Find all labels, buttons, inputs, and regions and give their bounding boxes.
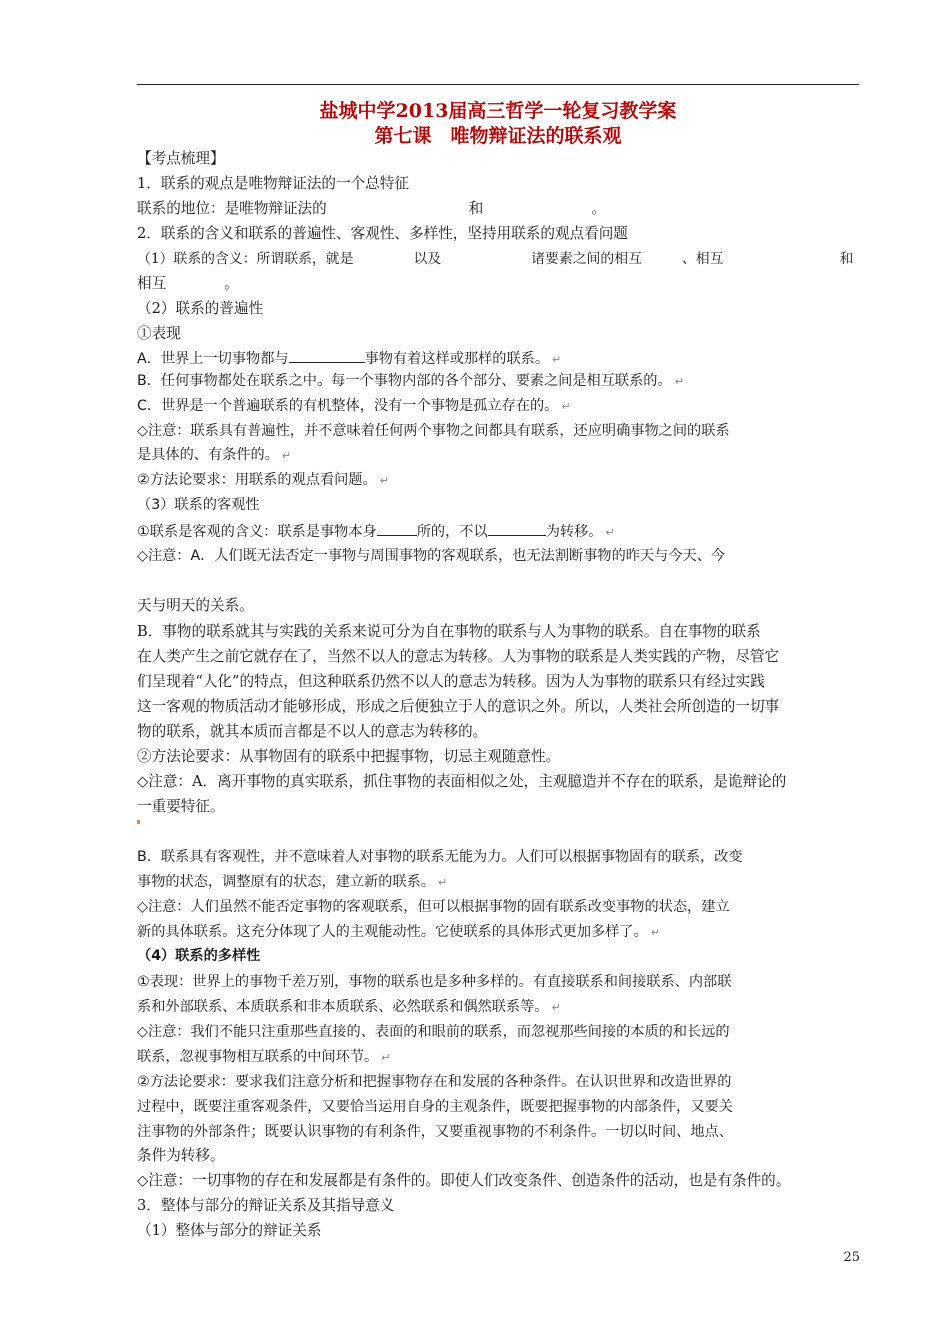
page-number: 25 <box>843 1250 860 1265</box>
text-run: 诸要素之间的相互 <box>531 251 642 267</box>
paragraph-mark-icon: ↵ <box>552 353 562 366</box>
text-run: ◇注意：联系具有普遍性，并不意味着任何两个事物之间都具有联系，还应明确事物之间的联系 <box>137 423 730 439</box>
text-run: 以及 <box>413 251 442 267</box>
paragraph: ②方法论要求：从事物固有的联系中把握事物，切忌主观随意性。 <box>137 748 561 765</box>
paragraph: B．事物的联系就其与实践的关系来说可分为自在事物的联系与人为事物的联系。自在事物的联系 <box>137 623 761 640</box>
paragraph: 过程中，既要注重客观条件，又要恰当运用自身的主观条件，既要把握事物的内部条件，又要关 <box>137 1099 733 1115</box>
text-run: 。 <box>591 200 606 217</box>
paragraph: 天与明天的关系。 <box>137 597 254 614</box>
paragraph <box>137 371 859 392</box>
stray-mark <box>137 820 140 824</box>
page-title: 盐城中学2013届高三哲学一轮复习教学案 <box>319 100 677 122</box>
text-run: 事物有着这样或那样的联系。 <box>364 351 550 367</box>
paragraph-mark-icon: ↵ <box>561 400 571 413</box>
paragraph <box>137 396 859 417</box>
text-run: 所的，不以 <box>416 524 488 540</box>
text-run: 系和外部联系、本质联系和非本质联系、必然联系和偶然联系等。 <box>137 999 549 1015</box>
paragraph: 注事物的外部条件；既要认识事物的有利条件，又要重视事物的不利条件。一切以时间、地点、 <box>137 1124 733 1140</box>
paragraph: ◇注意：人们虽然不能否定事物的客观联系，但可以根据事物的固有联系改变事物的状态，建立 <box>137 899 730 915</box>
paragraph: B．联系具有客观性，并不意味着人对事物的联系无能为力。人们可以根据事物固有的联系，改变 <box>137 849 743 865</box>
text-run: ①联系是客观的含义：联系是事物本身 <box>137 524 377 540</box>
paragraph: 们呈现着“人化”的特点，但这种联系仍然不以人的意志为转移。因为人为事物的联系只有经过实践 <box>137 673 765 690</box>
paragraph: （3）联系的客观性 <box>137 497 260 513</box>
paragraph: ◇注意：我们不能只注重那些直接的、表面的和眼前的联系，而忽视那些间接的本质的和长远的 <box>137 1024 730 1040</box>
text-run: B．任何事物都处在联系之中。每一个事物内部的各个部分、要素之间是相互联系的。 <box>137 373 672 389</box>
paragraph: ①表现：世界上的事物千差万别，事物的联系也是多种多样的。有直接联系和间接联系、内部联 <box>137 974 732 990</box>
paragraph-mark-icon: ↵ <box>650 926 660 939</box>
text-run: 。 <box>224 275 239 292</box>
text-run: 相互 <box>137 275 167 292</box>
paragraph-mark-icon: ↵ <box>437 876 448 889</box>
fill-blank <box>377 520 417 536</box>
paragraph <box>137 922 859 943</box>
text-run: 联系，忽视事物相互联系的中间环节。 <box>137 1049 379 1065</box>
paragraph: 条件为转移。 <box>137 1147 225 1164</box>
paragraph: 2．联系的含义和联系的普遍性、客观性、多样性，坚持用联系的观点看问题 <box>137 225 628 242</box>
section-heading: （4）联系的多样性 <box>137 948 261 964</box>
paragraph: 在人类产生之前它就存在了，当然不以人的意志为转移。人为事物的联系是人类实践的产物，尽管它 <box>137 648 780 665</box>
paragraph: ◇注意：A．离开事物的真实联系，抓住事物的表面相似之处，主观臆造并不存在的联系，是诡辩论的 <box>137 773 787 790</box>
text-run: 事物的状态，调整原有的状态，建立新的联系。 <box>137 874 435 890</box>
text-run: 、相互 <box>681 251 724 267</box>
text-run: 新的具体联系。这充分体现了人的主观能动性。它使联系的具体形式更加多样了。 <box>137 924 648 940</box>
paragraph: （1）整体与部分的辩证关系 <box>137 1222 322 1239</box>
paragraph-mark-icon: ↵ <box>381 1051 391 1064</box>
header-rule <box>137 84 859 85</box>
text-run: 和 <box>839 251 854 267</box>
paragraph <box>137 997 859 1018</box>
paragraph-mark-icon: ↵ <box>605 526 615 539</box>
text-run: ②方法论要求：用联系的观点看问题。 <box>137 472 377 488</box>
paragraph: ②方法论要求：要求我们注意分析和把握事物存在和发展的各种条件。在认识世界和改造世界的 <box>137 1074 732 1090</box>
paragraph <box>137 445 859 466</box>
paragraph: ◇注意：A．人们既无法否定一事物与周围事物的客观联系，也无法割断事物的昨天与今天、今 <box>137 548 726 564</box>
text-run: C．世界是一个普遍联系的有机整体，没有一个事物是孤立存在的。 <box>137 398 559 414</box>
paragraph <box>137 199 859 219</box>
paragraph-mark-icon: ↵ <box>551 1001 561 1014</box>
paragraph <box>137 347 859 370</box>
paragraph <box>137 249 859 269</box>
fill-blank <box>289 347 365 363</box>
paragraph <box>137 872 859 893</box>
paragraph: 这一客观的物质活动才能够形成，形成之后便独立于人的意识之外。所以，人类社会所创造的一切事 <box>137 698 780 715</box>
paragraph: ①表现 <box>137 325 181 342</box>
text-run: （1）联系的含义：所谓联系，就是 <box>137 251 354 267</box>
paragraph: 3．整体与部分的辩证关系及其指导意义 <box>137 1197 395 1214</box>
paragraph <box>137 274 859 294</box>
paragraph: 一重要特征。 <box>137 798 225 815</box>
paragraph-mark-icon: ↵ <box>674 375 684 388</box>
text-run: 和 <box>468 200 484 217</box>
paragraph: ◇注意：一切事物的存在和发展都是有条件的。即使人们改变条件、创造条件的活动，也是有条件的。 <box>137 1172 791 1189</box>
paragraph <box>137 421 859 441</box>
text-run: A．世界上一切事物都与 <box>137 351 289 367</box>
paragraph: 1．联系的观点是唯物辩证法的一个总特征 <box>137 175 409 192</box>
text-run: 是具体的、有条件的。 <box>137 447 279 463</box>
fill-blank <box>488 520 546 536</box>
text-run: 联系的地位：是唯物辩证法的 <box>137 200 327 217</box>
paragraph: （2）联系的普遍性 <box>137 300 264 317</box>
text-run: 为转移。 <box>545 524 603 540</box>
paragraph <box>137 520 859 543</box>
paragraph: 物的联系，就其本质而言都是不以人的意志为转移的。 <box>137 723 488 740</box>
section-heading: 【考点梳理】 <box>137 150 225 167</box>
paragraph <box>137 470 859 491</box>
paragraph <box>137 1047 859 1068</box>
paragraph-mark-icon: ↵ <box>281 449 292 462</box>
page-subtitle: 第七课 唯物辩证法的联系观 <box>374 125 622 147</box>
paragraph-mark-icon: ↵ <box>379 474 389 487</box>
